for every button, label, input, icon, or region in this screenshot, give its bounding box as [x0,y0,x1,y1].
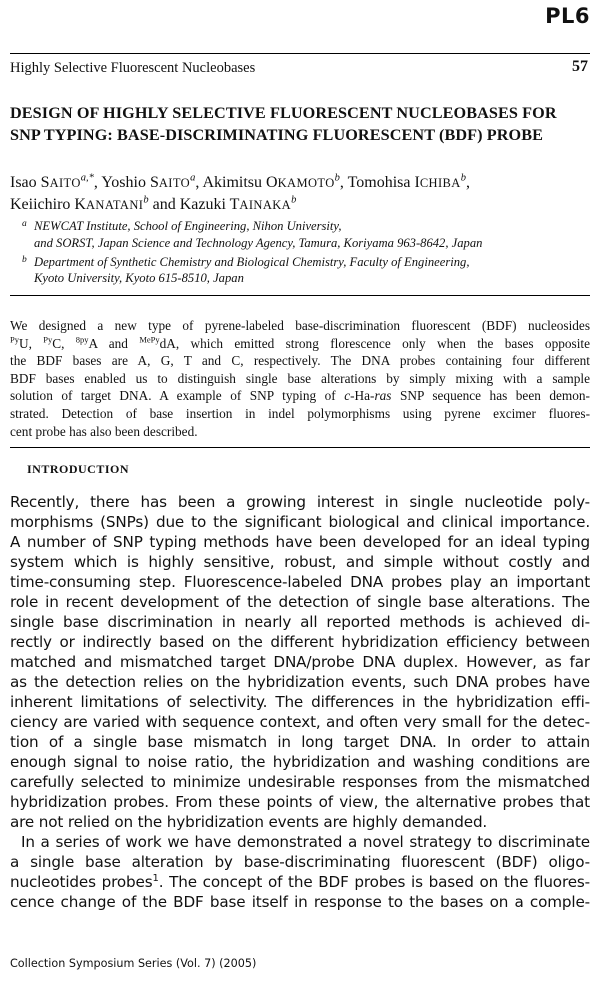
abstract-line: BDF bases enabled us to distinguish single base alterations by simply mixing with a sample [10,370,590,386]
body-line: are not relied on the hybridization events are highly demanded. [10,813,488,831]
abstract-line: $^{Py}$U, $^{Py}$C, $^{8py}$A and $^{MePy}$dA, which emitted strong florescence only when the bases opposite [10,334,590,351]
abstract-top-rule [10,295,590,296]
affiliation-line: Kyoto University, Kyoto 615-8510, Japan [34,271,244,286]
page-number: 57 [572,58,588,75]
body-line: matched and mismatched target DNA/probe DNA duplex. However, as far [10,653,590,671]
body-line: A number of SNP typing methods have been developed for an ideal typing [10,533,590,551]
body-line: single base discrimination in nearly all reported methods is achieved di- [10,613,590,631]
reference-marker: 1 [152,872,159,884]
header-rule [10,53,590,54]
affiliation-line: and SORST, Japan Science and Technology Agency, Tamura, Koriyama 963-8642, Japan [34,235,483,250]
title-line: SNP TYPING: BASE-DISCRIMINATING FLUORESCENT (BDF) PROBE [10,126,544,144]
author-list [10,172,470,216]
body-line: hybridization probes. From these points of view, the alternative probes that [10,793,590,811]
body-line: morphisms (SNPs) due to the significant biological and clinical importance. [10,513,590,531]
abstract [10,317,590,440]
author: Yoshio SAITO$^a$ [101,172,196,191]
abstract-line: the BDF bases are A, G, T and C, respectively. The DNA probes containing four different [10,353,590,369]
abstract-line: solution of target DNA. A example of SNP typing of c-Ha-ras SNP sequence has been demon- [10,388,590,404]
author: Isao $SAITO^{a,*}$ [10,172,94,191]
body-line: role in recent development of the detection of single base alterations. The [10,593,590,611]
abstract-line: We designed a new type of pyrene-labeled base-discrimination fluorescent (BDF) nucleosides [10,318,590,333]
title-line: DESIGN OF HIGHLY SELECTIVE FLUORESCENT NUCLEOBASES FOR [10,104,557,122]
body-line: rectly or indirectly based on the different hybridization efficiency between [10,633,590,651]
body-line: inherent limitations of selectivity. The differences in the hybridization effi- [10,693,590,711]
abstract-bottom-rule [10,447,590,448]
body-line: time-consuming step. Fluorescence-labeled DNA probes play an important [10,573,590,591]
body-line: In a series of work we have demonstrated a novel strategy to discriminate [21,833,590,851]
author: Keiichiro KANATANI$^b$ [10,194,149,213]
body-text [10,492,590,912]
body-line: nucleotides probes$^1$. The concept of the BDF probes is based on the fluores- [10,872,590,891]
document-code: PL6 [545,4,590,28]
body-line: ciency are varied with sequence context, and often very small for the detec- [10,713,590,731]
author: Tomohisa ICHIBA$^b$ [347,172,466,191]
body-line: a single base alteration by base-discriminating fluorescent (BDF) oligo- [10,853,590,871]
body-line: cence change of the BDF base itself in response to the bases on a comple- [10,893,590,911]
abstract-line: cent probe has also been described. [10,423,198,439]
section-heading: INTRODUCTION [27,462,130,476]
paper-title [10,102,590,146]
running-head: Highly Selective Fluorescent Nucleobases [10,60,256,76]
author-line: Isao $SAITO^{a,*}$, Yoshio SAITO$^a$, Akimitsu OKAMOTO$^b$, Tomohisa ICHIBA$^b$, [10,172,470,191]
affiliations [22,216,482,287]
body-line: enough signal to noise ratio, the hybridization and washing conditions are [10,753,590,771]
abstract-line: strated. Detection of base insertion in indel polymorphisms using pyrene excimer fluores- [10,405,590,421]
author: Akimitsu OKAMOTO$^b$ [202,172,340,191]
body-line: Recently, there has been a growing interest in single nucleotide poly- [10,493,590,511]
affiliation-line: b Department of Synthetic Chemistry and Biological Chemistry, Faculty of Engineering, [22,254,470,269]
body-line: carefully selected to minimize undesirable responses from the mismatched [10,773,590,791]
body-line: tion of a single base mismatch in long target DNA. In order to attain [10,733,590,751]
body-line: system which is highly sensitive, robust, and simple without costly and [10,553,590,571]
body-line: as the detection relies on the hybridization events, such DNA probes have [10,673,590,691]
author: Kazuki TAINAKA$^b$ [179,194,297,213]
affiliation-line: a NEWCAT Institute, School of Engineering, Nihon University, [22,219,342,233]
footer-citation: Collection Symposium Series (Vol. 7) (2005) [10,957,257,970]
author-line: Keiichiro KANATANI$^b$ and Kazuki TAINAKA$^b$ [10,194,297,213]
